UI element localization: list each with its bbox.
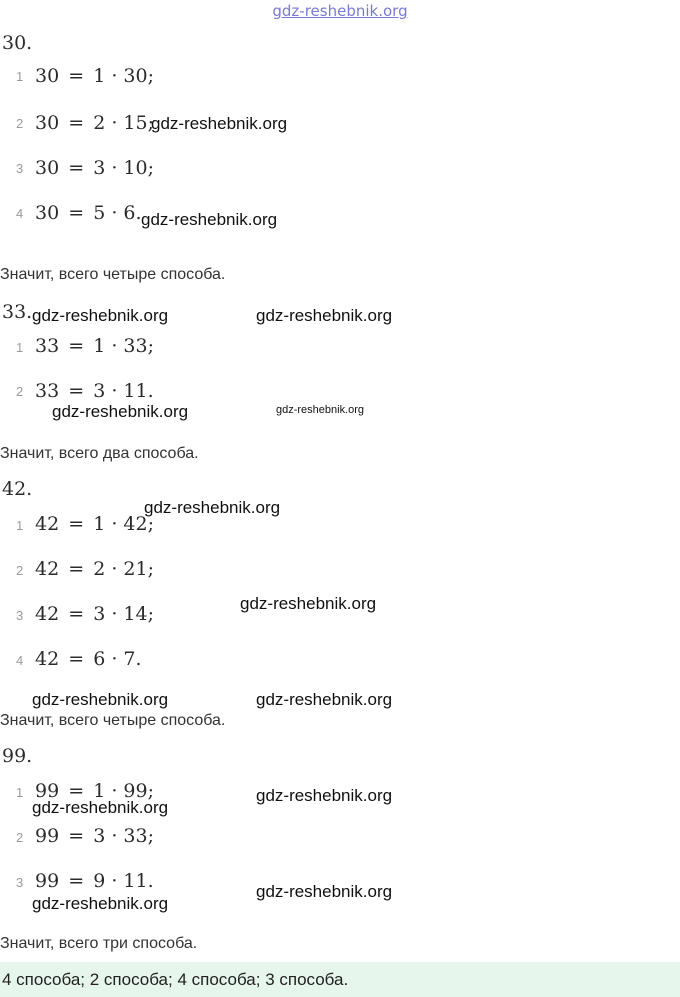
problem-number: 42. — [2, 478, 33, 500]
equation — [35, 112, 154, 134]
equation — [35, 870, 154, 892]
equation-lhs: 30 — [35, 157, 60, 179]
row-index: 4 — [16, 206, 24, 221]
equation-rhs: 3 · 14; — [93, 603, 154, 625]
row-index: 1 — [16, 340, 24, 355]
watermark-text: gdz-reshebnik.org — [256, 786, 393, 805]
equation-lhs: 33 — [35, 335, 60, 357]
equation-rhs: 9 · 11. — [93, 870, 154, 892]
equation-lhs: 42 — [35, 558, 60, 580]
row-index: 2 — [16, 830, 24, 845]
equation — [35, 513, 154, 535]
equation-operator: = — [68, 603, 85, 625]
equation-operator: = — [68, 202, 85, 224]
equation — [35, 648, 142, 670]
equation-lhs: 30 — [35, 202, 60, 224]
row-index: 2 — [16, 116, 24, 131]
row-index: 4 — [16, 653, 24, 668]
equation-rhs: 1 · 33; — [93, 335, 154, 357]
answer-text: 4 способа; 2 способа; 4 способа; 3 способа. — [2, 970, 349, 989]
row-index: 2 — [16, 384, 24, 399]
watermark-text: gdz-reshebnik.org — [52, 402, 189, 421]
watermark-text: gdz-reshebnik.org — [256, 882, 393, 901]
row-index: 2 — [16, 563, 24, 578]
equation-rhs: 1 · 42; — [93, 513, 154, 535]
watermark-text: gdz-reshebnik.org — [144, 498, 281, 517]
equation-operator: = — [68, 65, 85, 87]
row-index: 3 — [16, 608, 24, 623]
watermark-text: gdz-reshebnik.org — [256, 690, 393, 709]
equation-operator: = — [68, 380, 85, 402]
equation — [35, 157, 154, 179]
equation-rhs: 2 · 15; — [93, 112, 154, 134]
row-index: 3 — [16, 875, 24, 890]
equation-rhs: 3 · 11. — [93, 380, 154, 402]
equation-lhs: 42 — [35, 603, 60, 625]
equation — [35, 380, 154, 402]
equation-lhs: 99 — [35, 870, 60, 892]
equation-lhs: 42 — [35, 648, 60, 670]
equation-operator: = — [68, 825, 85, 847]
equation — [35, 558, 154, 580]
equation-operator: = — [68, 780, 85, 802]
row-index: 1 — [16, 785, 24, 800]
equation-rhs: 1 · 99; — [93, 780, 154, 802]
equation-rhs: 1 · 30; — [93, 65, 154, 87]
equation-lhs: 99 — [35, 780, 60, 802]
equation — [35, 202, 142, 224]
equation-operator: = — [68, 648, 85, 670]
equation-operator: = — [68, 870, 85, 892]
row-index: 1 — [16, 69, 24, 84]
problem-number: 33. — [2, 301, 33, 323]
summary-text: Значит, всего четыре способа. — [0, 266, 226, 283]
equation-operator: = — [68, 112, 85, 134]
equation — [35, 603, 154, 625]
watermark-text: gdz-reshebnik.org — [256, 306, 393, 325]
equation-lhs: 33 — [35, 380, 60, 402]
summary-text: Значит, всего два способа. — [0, 445, 199, 462]
equation-lhs: 30 — [35, 65, 60, 87]
header-watermark: gdz-reshebnik.org — [272, 2, 408, 20]
equation-lhs: 42 — [35, 513, 60, 535]
watermark-text: gdz-reshebnik.org — [276, 404, 365, 416]
equation — [35, 825, 154, 847]
watermark-text: gdz-reshebnik.org — [32, 894, 169, 913]
watermark-text: gdz-reshebnik.org — [32, 306, 169, 325]
problem-number: 30. — [2, 32, 33, 54]
equation — [35, 335, 154, 357]
watermark-text: gdz-reshebnik.org — [141, 210, 278, 229]
equation-lhs: 30 — [35, 112, 60, 134]
summary-text: Значит, всего три способа. — [0, 935, 198, 952]
equation-rhs: 3 · 10; — [93, 157, 154, 179]
problem-number: 99. — [2, 745, 33, 767]
equation-operator: = — [68, 558, 85, 580]
equation — [35, 65, 154, 87]
watermark-text: gdz-reshebnik.org — [240, 594, 377, 613]
watermark-text: gdz-reshebnik.org — [32, 690, 169, 709]
row-index: 3 — [16, 161, 24, 176]
equation-rhs: 6 · 7. — [93, 648, 142, 670]
equation-operator: = — [68, 335, 85, 357]
equation-rhs: 5 · 6. — [93, 202, 142, 224]
row-index: 1 — [16, 518, 24, 533]
equation-lhs: 99 — [35, 825, 60, 847]
equation-rhs: 3 · 33; — [93, 825, 154, 847]
summary-text: Значит, всего четыре способа. — [0, 712, 226, 729]
equation-operator: = — [68, 513, 85, 535]
watermark-text: gdz-reshebnik.org — [151, 114, 288, 133]
equation-operator: = — [68, 157, 85, 179]
equation-rhs: 2 · 21; — [93, 558, 154, 580]
watermark-text: gdz-reshebnik.org — [32, 798, 169, 817]
